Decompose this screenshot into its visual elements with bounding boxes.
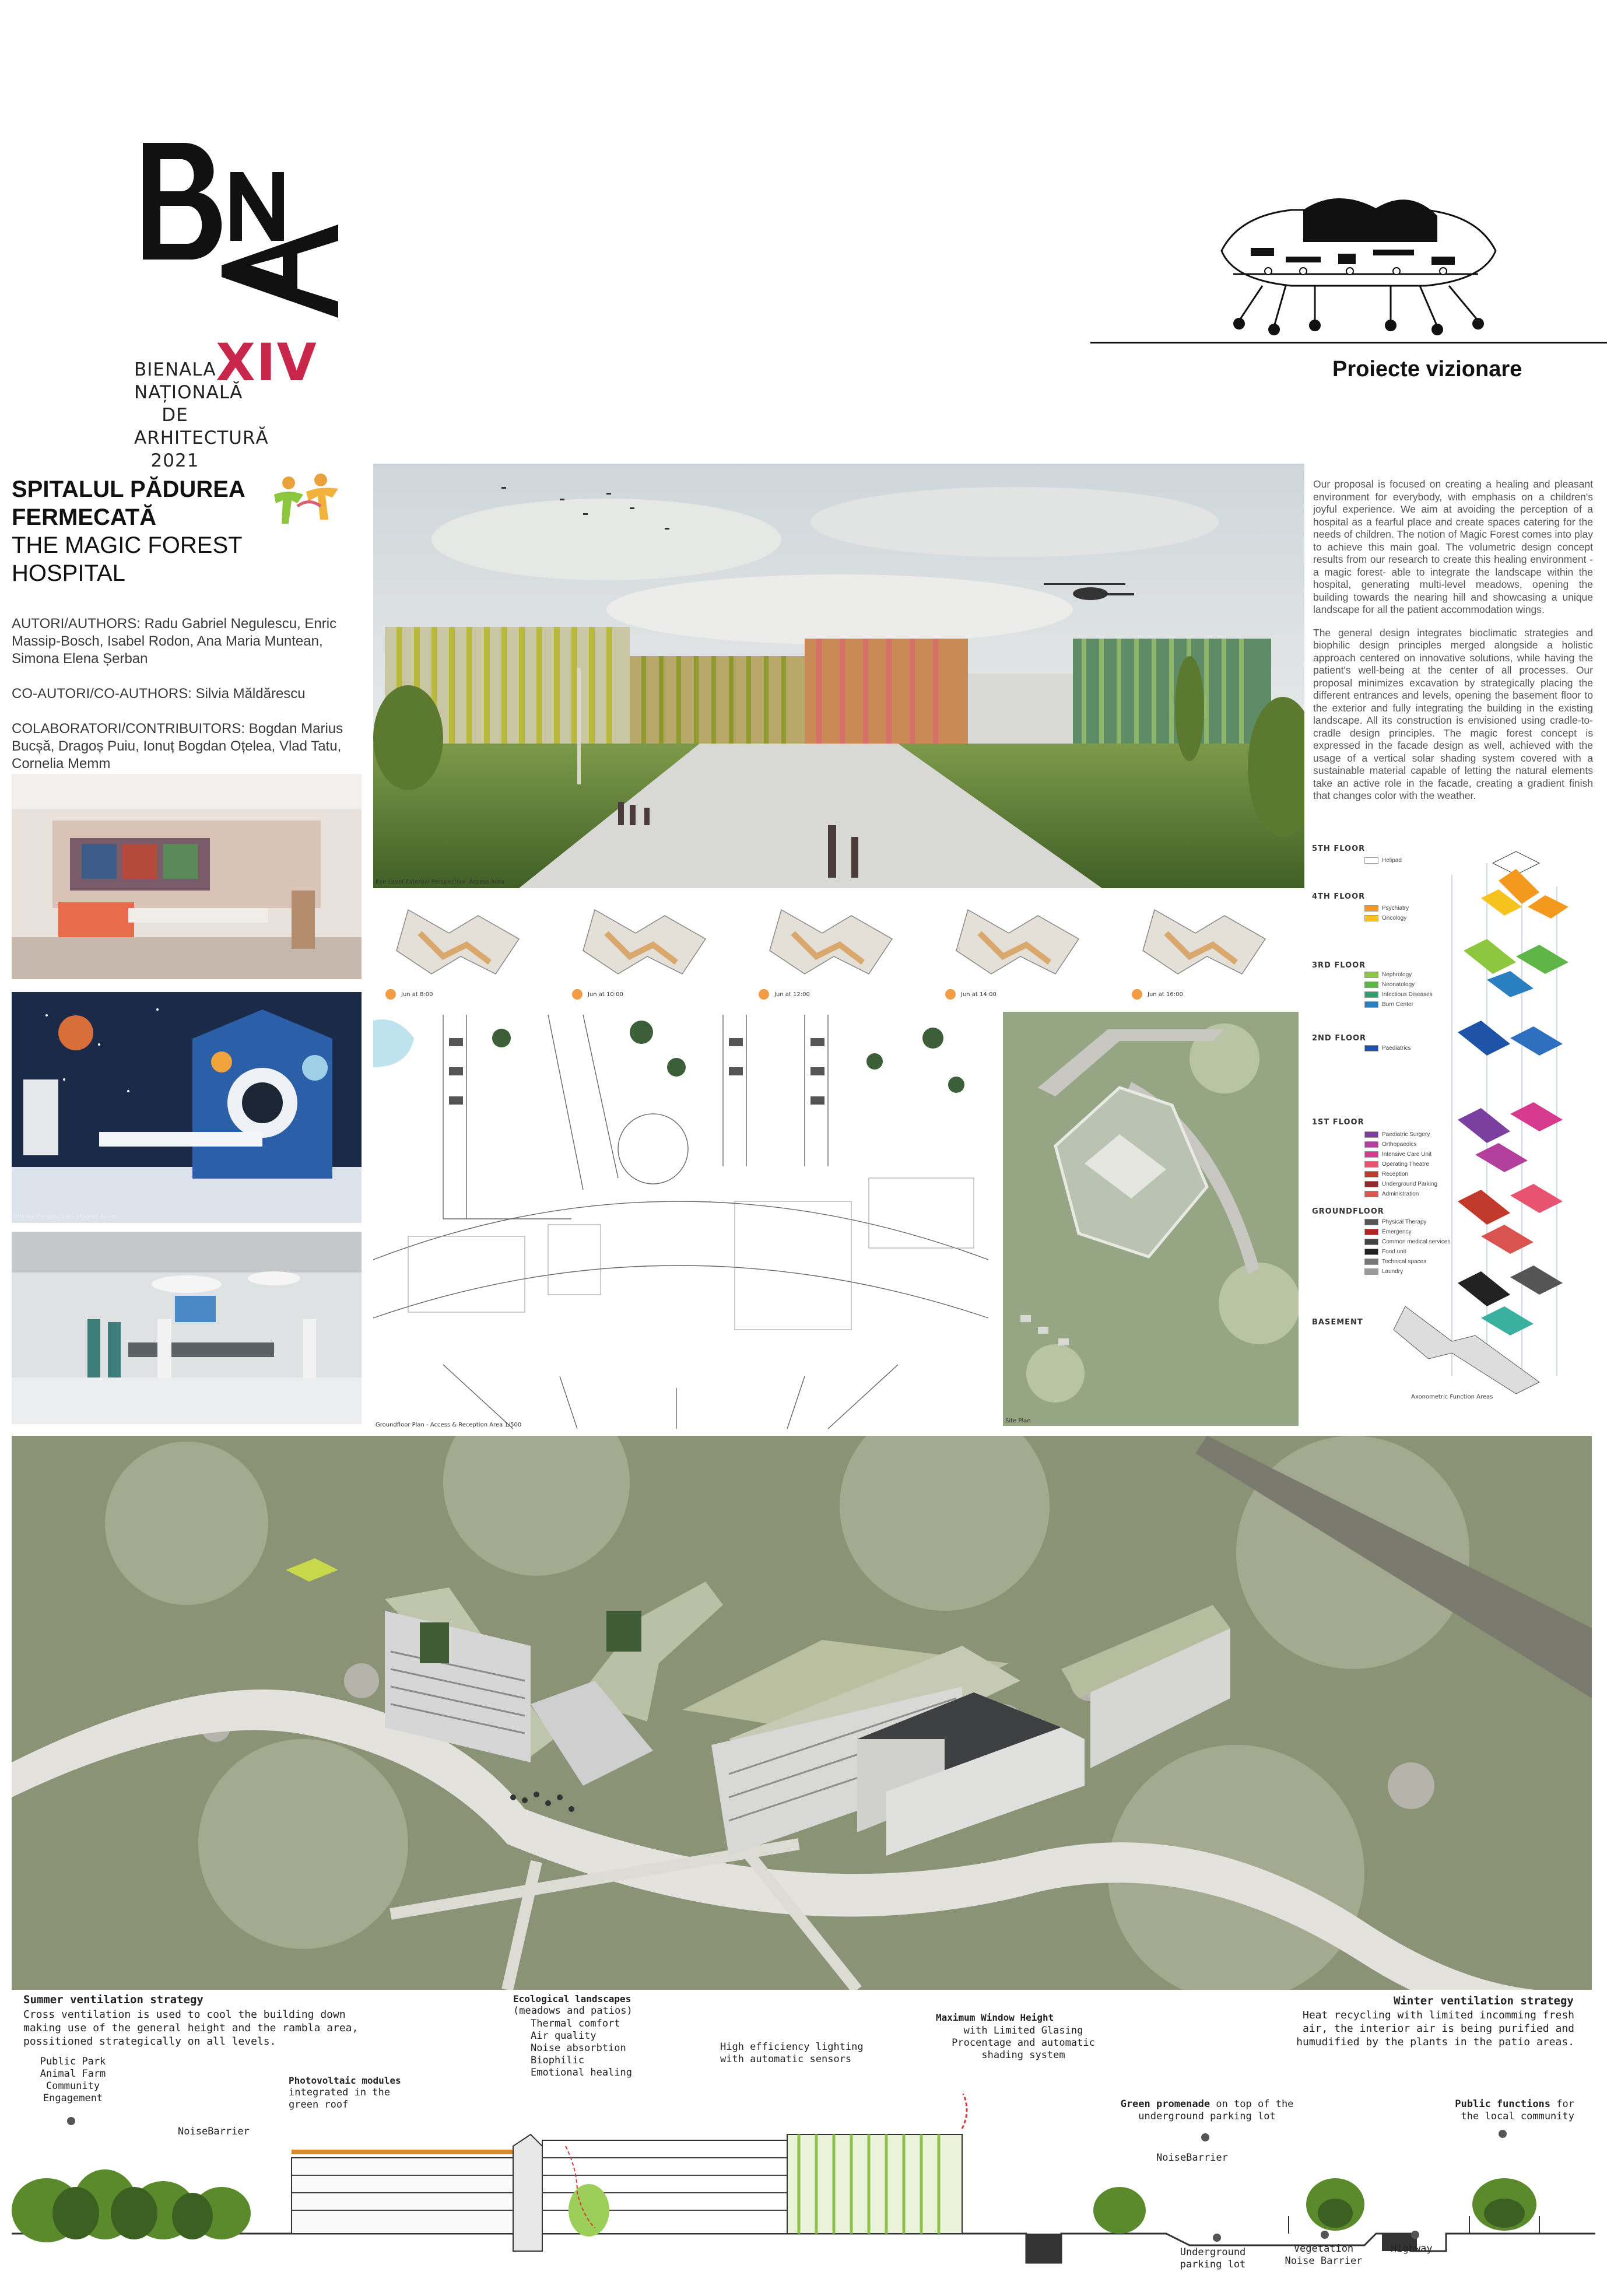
legend-label: Physical Therapy xyxy=(1382,1219,1427,1226)
legend-item xyxy=(1364,1171,1408,1177)
park-line: Community xyxy=(45,2080,100,2092)
edition-number: XIV xyxy=(216,332,318,392)
legend-item xyxy=(1364,1259,1426,1265)
interior-render-patient-room xyxy=(12,774,362,979)
marker-dot xyxy=(1201,2133,1209,2141)
interior-render-magnet-room xyxy=(12,992,362,1223)
marker-dot xyxy=(1213,2234,1221,2242)
eco-landscapes-sub: (meadows and patios) xyxy=(513,2005,633,2017)
contributors: COLABORATORI/CONTRIBUITORS: Bogdan Marius Bucșă, Dragoș Puiu, Ionuț Bogdan Oțelea, Vlad Tatu, Cornelia Memm xyxy=(12,721,343,772)
plan-caption: Groundfloor Plan - Access & Reception Area 1/500 xyxy=(376,1422,522,1428)
window-height-title: Maximum Window Height xyxy=(936,2012,1054,2023)
legend-item xyxy=(1364,1229,1412,1235)
park-line: Animal Farm xyxy=(40,2068,106,2080)
sun-study-caption: Jun at 14:00 xyxy=(961,991,997,998)
legend-item xyxy=(1364,1141,1416,1148)
legend-swatch xyxy=(1364,905,1378,912)
legend-item xyxy=(1364,1219,1427,1225)
public-functions-line: the local community xyxy=(1461,2111,1574,2122)
eco-item: Emotional healing xyxy=(531,2067,632,2078)
bna-logo-mark xyxy=(134,137,350,324)
bna-logo xyxy=(134,137,356,471)
sun-studies-strip xyxy=(373,892,1304,1012)
legend-label: Infectious Diseases xyxy=(1382,991,1433,998)
logo-line: 2021 xyxy=(150,450,199,471)
floor-label: 4TH FLOOR xyxy=(1312,892,1366,901)
summer-line: making use of the general height and the rambla area, xyxy=(23,2022,359,2034)
legend-label: Common medical services xyxy=(1382,1239,1451,1246)
noise-barrier-right: NoiseBarrier xyxy=(1156,2152,1228,2164)
legend-label: Reception xyxy=(1382,1171,1409,1178)
legend-item xyxy=(1364,905,1409,912)
winter-ventilation-text xyxy=(1283,2008,1574,2049)
legend-item xyxy=(1364,1249,1406,1255)
patient-room-image xyxy=(12,774,362,979)
lighting-line: High efficiency lighting xyxy=(720,2041,864,2053)
children-figures-logo-icon xyxy=(265,471,353,530)
eco-item: Biophilic xyxy=(531,2055,585,2066)
magnet-room-image xyxy=(12,992,362,1223)
legend-swatch xyxy=(1364,1001,1378,1008)
groundfloor-plan xyxy=(373,1015,988,1430)
summer-line: Cross ventilation is used to cool the building down xyxy=(23,2008,346,2021)
hospital-logo xyxy=(265,471,353,530)
green-promenade-label xyxy=(1090,2098,1324,2123)
sun-study-caption: Jun at 10:00 xyxy=(588,991,623,998)
pv-text xyxy=(289,2087,390,2111)
legend-swatch xyxy=(1364,1181,1378,1187)
legend-label: Underground Parking xyxy=(1382,1181,1438,1188)
parking-line: parking lot xyxy=(1180,2259,1246,2270)
logo-line: ARHITECTURĂ xyxy=(134,427,269,448)
vegetation-barrier-label xyxy=(1277,2243,1370,2267)
legend-label: Neonatology xyxy=(1382,982,1415,988)
legend-item xyxy=(1364,1001,1413,1008)
logo-line: BIENALA xyxy=(134,359,216,380)
public-functions-line: for xyxy=(1556,2098,1574,2110)
floor-label: 5TH FLOOR xyxy=(1312,844,1366,853)
floor-label: 3RD FLOOR xyxy=(1312,961,1366,970)
legend-label: Orthopaedics xyxy=(1382,1141,1417,1148)
noise-barrier-left: NoiseBarrier xyxy=(178,2126,250,2137)
legend-swatch xyxy=(1364,1191,1378,1197)
legend-label: Intensive Care Unit xyxy=(1382,1151,1432,1158)
legend-swatch xyxy=(1364,972,1378,978)
winter-line: humudified by the plants in the patio areas. xyxy=(1296,2036,1574,2048)
legend-swatch xyxy=(1364,1151,1378,1158)
legend-item xyxy=(1364,1191,1419,1197)
legend-swatch xyxy=(1364,1249,1378,1255)
project-title-ro-line1: SPITALUL PĂDUREA xyxy=(12,476,245,502)
description-paragraph: Our proposal is focused on creating a healing and pleasant environment for everybody, with emphasis on a children's joyful experience. We aim at avoiding the perception of a hospital as a fearful place and create spaces catering for the needs of children. The notion of Magic Forest comes into play to achieve this main goal. The volumetric design concept results from our research to create this healing environment -a magic forest- able to integrate the landscape within the hospital, generating multi-level meadows, opening the building towards the nearing hill and showcasing a unique landscape for all the patient accommodation wings. xyxy=(1313,478,1593,615)
project-description xyxy=(1313,478,1593,813)
axo-caption: Axonometric Function Areas xyxy=(1411,1394,1493,1400)
marker-dot xyxy=(1321,2231,1329,2239)
public-functions-title: Public functions xyxy=(1455,2098,1551,2110)
legend-item xyxy=(1364,982,1415,988)
aerial-view-image xyxy=(12,1436,1592,1990)
green-promenade-line: underground parking lot xyxy=(1138,2111,1276,2122)
header-rule xyxy=(1090,342,1607,343)
site-plan-image xyxy=(1003,1012,1299,1426)
floor-label: 1ST FLOOR xyxy=(1312,1118,1364,1127)
legend-label: Technical spaces xyxy=(1382,1259,1427,1266)
sun-study-caption: Jun at 12:00 xyxy=(774,991,810,998)
eco-landscapes-list xyxy=(531,2018,632,2079)
legend-label: Paediatrics xyxy=(1382,1045,1411,1052)
legend-label: Food unit xyxy=(1382,1249,1406,1256)
legend-swatch xyxy=(1364,1045,1378,1051)
window-line: shading system xyxy=(981,2049,1065,2061)
description-paragraph: The general design integrates bioclimatic strategies and biophilic design principles merged alongside a holistic approach centered on innovative solutions, while having the patient's well-being at the center of all processes. Our proposal minimizes excavation by strategically placing the different entrances and levels, opening the basement floor to the exterior and fully integrating the building in the existing landscape. All its construction is envisioned using cradle-to-cradle design principles. The magic forest concept is expressed in the facade design as well, achieved with the usage of a vertical solar shading system covered with a sustainable material capable of letting the natural elements take an active role in the facade, creating a gradient finish that changes color with the weather. xyxy=(1313,626,1593,801)
magnet-room-caption: Interior Perspective - Magnet Room xyxy=(14,1214,117,1220)
winter-line: Heat recycling with limited incomming fresh xyxy=(1303,2009,1574,2021)
logo-line: NAȚIONALĂ xyxy=(134,382,243,403)
underground-parking-label xyxy=(1169,2246,1257,2271)
parking-line: Underground xyxy=(1180,2246,1246,2258)
legend-label: Psychiatry xyxy=(1382,905,1409,912)
park-line: Engagement xyxy=(43,2092,103,2104)
eye-level-perspective-image xyxy=(373,464,1304,888)
green-promenade-title: Green promenade xyxy=(1120,2098,1210,2110)
legend-swatch xyxy=(1364,857,1378,864)
summer-line: possitioned strategically on all levels. xyxy=(23,2035,276,2048)
vegetation-line: Vegetation xyxy=(1293,2243,1354,2255)
legend-swatch xyxy=(1364,915,1378,921)
window-height-text xyxy=(936,2025,1111,2062)
operating-theatre-image xyxy=(12,1232,362,1424)
site-plan xyxy=(1003,1012,1299,1426)
eco-item: Thermal comfort xyxy=(531,2018,620,2029)
site-caption: Site Plan xyxy=(1005,1418,1031,1424)
legend-item xyxy=(1364,857,1402,864)
legend-swatch xyxy=(1364,1219,1378,1225)
legend-item xyxy=(1364,915,1406,921)
lighting-line: with automatic sensors xyxy=(720,2053,852,2065)
legend-swatch xyxy=(1364,1141,1378,1148)
highway-label: Highway xyxy=(1391,2243,1433,2255)
marker-dot xyxy=(1411,2231,1419,2239)
category-label: Proiecte vizionare xyxy=(1332,357,1522,381)
hero-render xyxy=(373,464,1304,888)
category-illustration xyxy=(1198,187,1519,344)
visionary-machine-drawing xyxy=(1198,187,1519,344)
legend-label: Administration xyxy=(1382,1191,1419,1198)
legend-item xyxy=(1364,972,1412,978)
public-park-label xyxy=(29,2056,117,2105)
pv-line: integrated in the xyxy=(289,2087,390,2098)
floor-label: BASEMENT xyxy=(1312,1318,1363,1327)
winter-ventilation-title: Winter ventilation strategy xyxy=(1394,1994,1574,2007)
bna-logo-text xyxy=(134,359,269,472)
legend-swatch xyxy=(1364,1171,1378,1177)
eco-landscapes-title: Ecological landscapes xyxy=(513,1993,631,2004)
summer-ventilation-text xyxy=(23,2008,358,2048)
legend-item xyxy=(1364,1268,1403,1275)
legend-swatch xyxy=(1364,1229,1378,1235)
legend-swatch xyxy=(1364,1131,1378,1138)
axonometry-function-areas xyxy=(1312,840,1598,1423)
credits xyxy=(12,615,362,773)
floor-plan-drawing xyxy=(373,1015,988,1430)
green-promenade-line: on top of the xyxy=(1216,2098,1294,2110)
project-title-ro-line2: FERMECATĂ xyxy=(12,504,157,530)
legend-item xyxy=(1364,1131,1430,1138)
legend-item xyxy=(1364,1161,1429,1168)
authors: AUTORI/AUTHORS: Radu Gabriel Negulescu, Enric Massip-Bosch, Isabel Rodon, Ana Maria Muntean, Simona Elena Șerban xyxy=(12,616,337,667)
public-functions-label xyxy=(1434,2098,1574,2123)
legend-swatch xyxy=(1364,982,1378,988)
sun-study-caption: Jun at 8:00 xyxy=(401,991,433,998)
window-line: with Limited Glasing xyxy=(963,2025,1083,2036)
project-title-en: THE MAGIC FOREST HOSPITAL xyxy=(12,532,242,586)
eco-item: Air quality xyxy=(531,2030,597,2042)
legend-swatch xyxy=(1364,1259,1378,1265)
legend-label: Helipad xyxy=(1382,857,1402,864)
lighting-text xyxy=(720,2041,864,2066)
sun-study-caption: Jun at 16:00 xyxy=(1148,991,1183,998)
legend-label: Burn Center xyxy=(1382,1001,1413,1008)
legend-swatch xyxy=(1364,1268,1378,1275)
marker-dot xyxy=(67,2117,75,2125)
floor-label: 2ND FLOOR xyxy=(1312,1034,1367,1043)
legend-label: Paediatric Surgery xyxy=(1382,1131,1430,1138)
pv-title: Photovoltaic modules xyxy=(289,2075,401,2086)
window-line: Procentage and automatic xyxy=(952,2037,1095,2049)
winter-line: air, the interior air is being purified and xyxy=(1303,2022,1574,2035)
legend-swatch xyxy=(1364,1239,1378,1245)
legend-item xyxy=(1364,991,1433,998)
eco-item: Noise absorbtion xyxy=(531,2042,626,2054)
vegetation-line: Noise Barrier xyxy=(1285,2255,1363,2267)
axonometric-diagram xyxy=(1312,840,1598,1423)
legend-label: Nephrology xyxy=(1382,972,1412,979)
legend-label: Operating Theatre xyxy=(1382,1161,1429,1168)
logo-line: DE xyxy=(162,405,188,426)
legend-label: Oncology xyxy=(1382,915,1407,922)
legend-item xyxy=(1364,1181,1437,1187)
legend-item xyxy=(1364,1151,1431,1158)
floor-label: GROUNDFLOOR xyxy=(1312,1207,1384,1216)
marker-dot xyxy=(1499,2130,1507,2138)
legend-item xyxy=(1364,1239,1450,1245)
park-line: Public Park xyxy=(40,2056,106,2067)
legend-label: Laundry xyxy=(1382,1268,1404,1275)
legend-swatch xyxy=(1364,991,1378,998)
hero-caption: Eye Level External Perspective- Access Area xyxy=(376,879,504,885)
aerial-render xyxy=(12,1436,1592,1990)
pv-line: green roof xyxy=(289,2099,349,2111)
summer-ventilation-title: Summer ventilation strategy xyxy=(23,1993,203,2006)
legend-item xyxy=(1364,1045,1410,1051)
legend-label: Emergency xyxy=(1382,1229,1412,1236)
legend-swatch xyxy=(1364,1161,1378,1168)
interior-render-operating-theatre xyxy=(12,1232,362,1424)
co-authors: CO-AUTORI/CO-AUTHORS: Silvia Măldărescu xyxy=(12,686,306,702)
